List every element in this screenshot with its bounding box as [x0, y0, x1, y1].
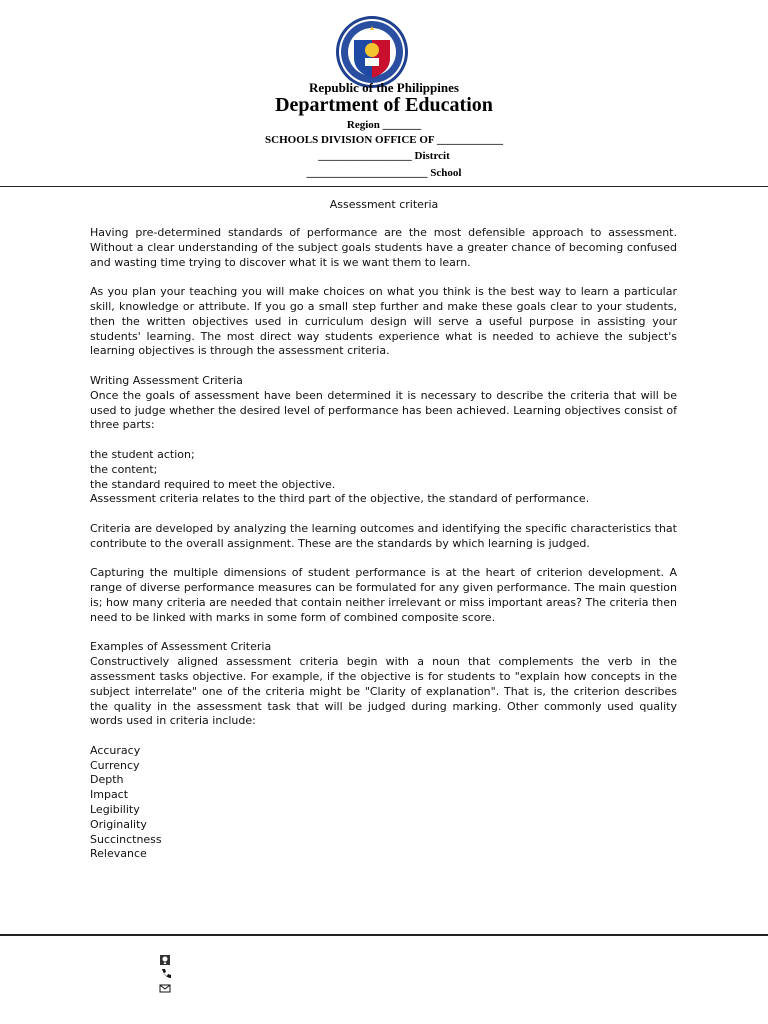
school-line: ______________________ School: [306, 167, 462, 179]
department-heading: Department of Education: [275, 94, 493, 116]
paragraph: Capturing the multiple dimensions of student performance is at the heart of criterion development. A range of diverse performance measures can be formulated for any given performance. The main question is; how many criteria are needed that contain neither irrelevant or miss important areas? The criteria then need to be linked with marks in some form of combined composite score.: [90, 566, 677, 624]
division-line: SCHOOLS DIVISION OFFICE OF ____________: [265, 134, 503, 146]
paragraph: Having pre-determined standards of performance are the most defensible approach to assessment. Without a clear understanding of the subject goals students have a greater chance of becoming confused and wasting time trying to discover what it is we want them to learn.: [90, 226, 677, 269]
criteria-list-item: Originality: [90, 817, 147, 831]
document-title: Assessment criteria: [329, 198, 439, 211]
criteria-list-item: Legibility: [90, 803, 140, 817]
paragraph: Assessment criteria relates to the third part of the objective, the standard of performance.: [90, 492, 590, 506]
criteria-list-item: Succinctness: [90, 832, 162, 846]
footer-contact-icons: [159, 954, 173, 996]
criteria-list-item: Impact: [90, 788, 129, 802]
paragraph: Once the goals of assessment have been determined it is necessary to describe the criteria that will be used to judge whether the desired level of performance has been achieved. Learning objectives consist of three parts:: [90, 388, 677, 432]
criteria-list-item: Accuracy: [90, 743, 141, 757]
criteria-list-item: Currency: [90, 758, 140, 772]
header-divider: [0, 186, 768, 187]
region-line: Region _______: [346, 119, 422, 131]
criteria-list-item: Relevance: [90, 847, 147, 861]
location-icon: [159, 954, 171, 966]
list-item: the content;: [90, 462, 158, 476]
paragraph: Criteria are developed by analyzing the learning outcomes and identifying the specific characteristics that contribute to the overall assignment. These are the standards by which learning is judged.: [90, 521, 677, 550]
deped-seal-icon: [334, 14, 410, 90]
paragraph: As you plan your teaching you will make choices on what you think is the best way to learn a particular skill, knowledge or attribute. If you go a small step further and make these goals clear to your students, then the written objectives used in curriculum design will serve a useful purpose in assisting your students' learning. The most direct way students experience what is needed to achieve the subject's learning objectives is through the assessment criteria.: [90, 285, 677, 358]
list-item: the standard required to meet the objective.: [90, 477, 336, 491]
section-heading: Writing Assessment Criteria: [90, 373, 243, 387]
section-heading: Examples of Assessment Criteria: [90, 640, 272, 654]
footer-divider: [0, 934, 768, 936]
email-icon: [159, 982, 171, 994]
document-body: [90, 226, 677, 862]
district-line: _________________ Distrcit: [318, 150, 450, 162]
list-item: the student action;: [90, 447, 195, 461]
paragraph: Constructively aligned assessment criteria begin with a noun that complements the verb in the assessment tasks objective. For example, if the objective is for students to "explain how concepts in the subject interrelate" one of the criteria might be "Clarity of explanation". That is, the criterion describes the quality in the assessment task that will be judged during marking. Other commonly used quality words used in criteria include:: [90, 655, 677, 728]
republic-heading: Republic of the Philippines: [309, 80, 459, 95]
criteria-list-item: Depth: [90, 773, 124, 787]
phone-icon: [159, 968, 171, 980]
